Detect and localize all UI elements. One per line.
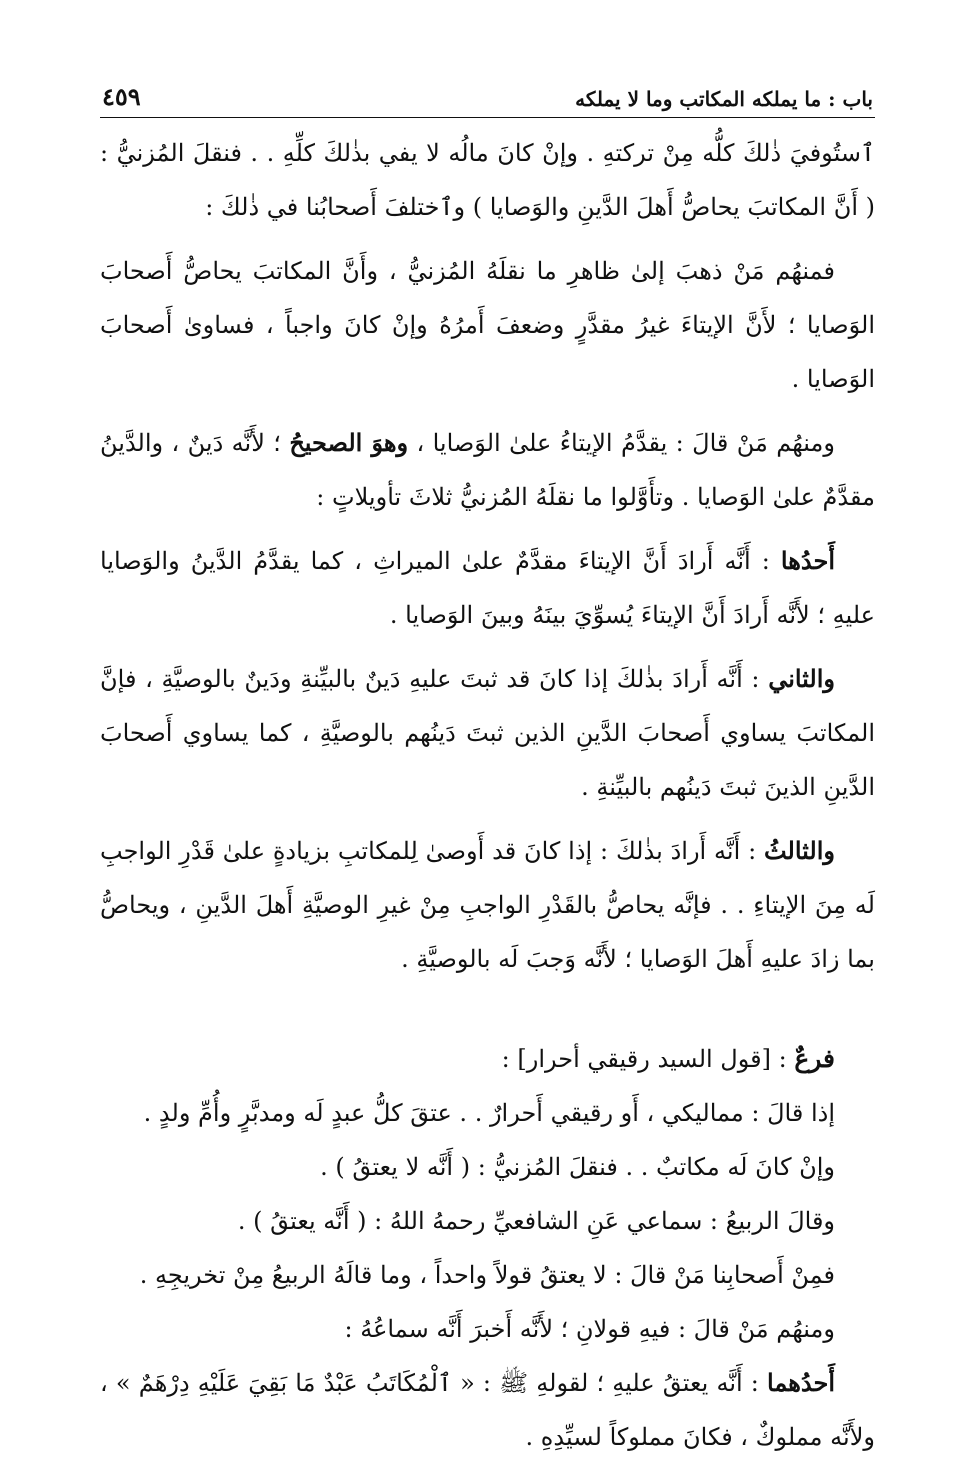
paragraph-4-text: : أَنَّه أَرادَ أَنَّ الإيتاءَ مقدَّمٌ علىٰ الميراثِ ، كما يقدَّمُ الدَّينُ والوَصايا عليهِ ؛ لأَنَّه أَرادَ أَنَّ الإيتاءَ يُسوِّيَ بينَهُ وبينَ الوَصايا .: [100, 547, 875, 629]
far-line-1: إذا قالَ : مماليكي ، أَو رقيقي أَحرارٌ . . عتقَ كلُّ عبدٍ لَه ومدبَّرٍ وأُمِّ ولدٍ .: [143, 1099, 835, 1127]
far-line-6-text: : أَنَّه يعتقُ عليهِ ؛ لقولهِ ﷺ : « ٱلْمُكَاتَبُ عَبْدٌ مَا بَقِيَ عَلَيْهِ دِرْهَمٌ » ، ولأَنَّه مملوكٌ ، فكانَ مملوكاً لسيِّدِهِ .: [100, 1369, 875, 1451]
far-line-4: فمِنْ أَصحابِنا مَنْ قالَ : لا يعتقُ قولاً واحداً ، وما قالَهُ الربيعُ مِنْ تخريجِهِ .: [139, 1261, 835, 1289]
paragraph-3: [100, 416, 875, 524]
paragraph-4-label: أَحدُها: [780, 546, 835, 575]
paragraph-6: [100, 824, 875, 986]
section-gap: [100, 996, 875, 1032]
paragraph-3-text-b: ؛ لأَنَّه دَينٌ ، والدَّينُ مقدَّمٌ علىٰ الوَصايا . وتأَوَّلوا ما نقلَهُ المُزنيُّ ثلاثَ تأويلاتٍ :: [100, 429, 875, 511]
far-heading: [100, 1032, 875, 1086]
paragraph-5-label: والثاني: [768, 664, 835, 693]
paragraph-1: ٱستُوفيَ ذٰلكَ كلُّه مِنْ تركتهِ . وإنْ كانَ مالُه لا يفي بذٰلكَ كلِّهِ . . فنقلَ المُزنيُّ : ( أَنَّ المكاتبَ يحاصُّ أَهلَ الدَّينِ والوَصايا ) وٱختلفَ أَصحابُنا في ذٰلكَ :: [100, 139, 875, 221]
far-line-6-label: أَحدُهما: [767, 1368, 835, 1397]
far-line-2: وإنْ كانَ لَه مكاتبٌ . . فنقلَ المُزنيُّ : ( أَنَّه لا يعتقُ ) .: [320, 1153, 835, 1181]
paragraph-5-text: : أَنَّه أَرادَ بذٰلكَ إذا كانَ قد ثبتَ عليهِ دَينٌ بالبيِّنةِ ودَينٌ بالوصيَّةِ ، فإنَّ المكاتبَ يساوي أَصحابَ الدَّينِ الذين ثبتَ دَينُهم بالوصيَّةِ ، كما يساوي أَصحابَ الدَّينِ الذينَ ثبتَ دَينُهم بالبيِّنةِ .: [100, 665, 875, 801]
chapter-title: باب : ما يملكه المكاتب وما لا يملكه: [575, 87, 873, 111]
far-line-5: ومنهُم مَنْ قالَ : فيهِ قولانِ ؛ لأَنَّه أَخبرَ أَنَّه سماعُهُ :: [344, 1315, 835, 1343]
far-line-6: [100, 1356, 875, 1464]
paragraph-3-bold: وهوَ الصحيحُ: [289, 428, 409, 457]
paragraph-5: [100, 652, 875, 814]
page-body: [100, 126, 875, 1464]
far-line-3: وقالَ الربيعُ : سماعي عَنِ الشافعيِّ رحمهُ اللهُ : ( أَنَّه يعتقُ ) .: [237, 1207, 835, 1235]
far-title: : [قول السيد رقيقي أحرار] :: [501, 1045, 795, 1073]
running-header: [100, 82, 875, 118]
paragraph-6-text: : أَنَّه أَرادَ بذٰلكَ : إذا كانَ قد أَوصىٰ لِلمكاتبِ بزيادةٍ علىٰ قَدْرِ الواجبِ لَه مِنَ الإيتاءِ . . فإنَّه يحاصُّ بالقَدْرِ الواجبِ مِنْ غيرِ الوصيَّةِ أَهلَ الدَّينِ ، ويحاصُّ بما زادَ عليهِ أَهلَ الوَصايا ؛ لأَنَّه وَجبَ لَه بالوصيَّةِ .: [100, 837, 875, 973]
paragraph-6-label: والثالثُ: [763, 836, 835, 865]
paragraph-2: فمنهُم مَنْ ذهبَ إلىٰ ظاهرِ ما نقلَهُ المُزنيُّ ، وأَنَّ المكاتبَ يحاصُّ أَصحابَ الوَصايا ؛ لأَنَّ الإيتاءَ غيرُ مقدَّرٍ وضعفَ أَمرُهُ وإنْ كانَ واجباً ، فساوىٰ أَصحابَ الوَصايا .: [100, 257, 875, 393]
far-label: فرعٌ: [794, 1044, 835, 1073]
page-number: ٤٥٩: [102, 82, 141, 111]
paragraph-3-text-a: ومنهُم مَنْ قالَ : يقدَّمُ الإيتاءُ علىٰ الوَصايا ،: [408, 429, 835, 457]
paragraph-4: [100, 534, 875, 642]
